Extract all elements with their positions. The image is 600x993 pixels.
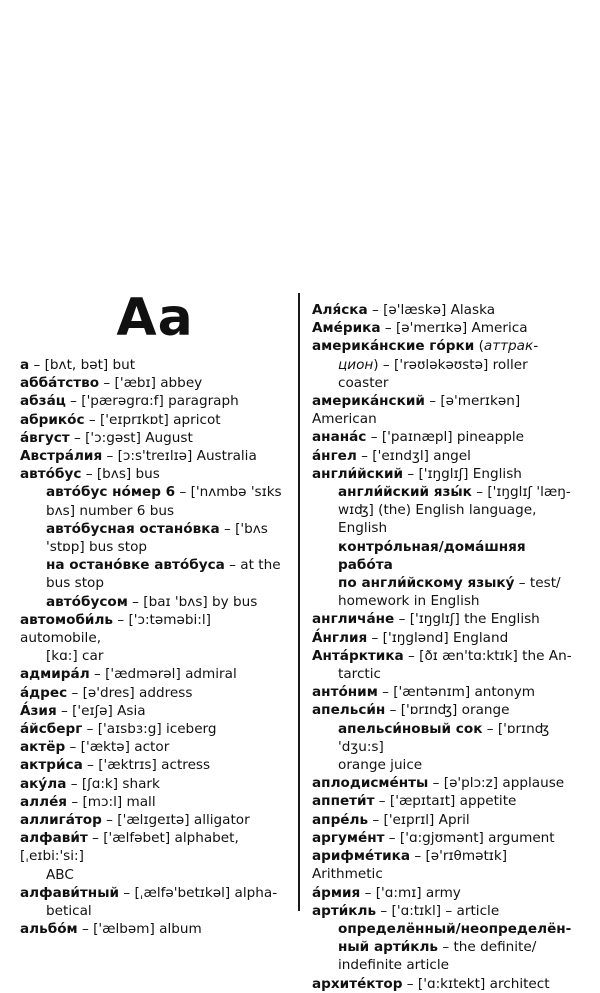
entry-gloss: – [ʃɑ:k] shark (66, 775, 160, 792)
entry-gloss: – ['ɪŋglɪʃ] English (403, 465, 522, 482)
headword: алле́я (20, 793, 68, 810)
headword: архите́ктор (312, 975, 403, 992)
entry-gloss: – ['eɪprɪkɒt] apricot (84, 411, 221, 428)
dictionary-entry (312, 792, 580, 810)
headword: актёр (20, 739, 66, 756)
headword: адмира́л (20, 666, 90, 683)
dictionary-entry (20, 920, 290, 938)
headword: англи́йский язы́к (338, 484, 472, 501)
dictionary-entry (20, 611, 290, 647)
entry-gloss: – [ə'dres] address (67, 684, 193, 701)
left-column (20, 356, 290, 939)
entry-gloss: – ['æpɪtaɪt] appetite (374, 793, 517, 810)
headword: анто́ним (312, 684, 378, 701)
headword: альбо́м (20, 921, 78, 938)
dictionary-entry (312, 938, 580, 956)
dictionary-entry (312, 392, 580, 428)
entry-gloss: – [ðɪ æn'tɑ:ktɪk] the An- (403, 647, 572, 664)
entry-gloss: – [ə'rɪθmətɪk] Arithmetic (312, 848, 508, 883)
dictionary-entry (20, 647, 290, 665)
entry-gloss: – ['ɑ:gjʊmənt] argument (384, 829, 555, 846)
entry-gloss: – at the (224, 557, 281, 574)
entry-gloss: – ['ædmərəl] admiral (89, 666, 237, 683)
right-column (312, 301, 580, 993)
headword: а́рмия (312, 884, 361, 901)
dictionary-entry (20, 411, 290, 429)
dictionary-entry (20, 502, 290, 520)
dictionary-entry (20, 884, 290, 902)
dictionary-entry (20, 392, 290, 410)
entry-gloss: betical (46, 903, 92, 920)
entry-gloss: – ['paɪnæpl] pineapple (366, 429, 524, 446)
entry-gloss: – test/ (514, 575, 561, 592)
entry-note: аттрак- (483, 338, 539, 355)
entry-gloss: – ['æntənɪm] antonym (377, 684, 535, 701)
entry-gloss: [kɑ:] car (46, 648, 104, 665)
dictionary-entry (20, 574, 290, 592)
dictionary-entry (312, 756, 580, 774)
entry-gloss: – ['æktə] actor (65, 739, 170, 756)
headword: аллига́тор (20, 812, 102, 829)
dictionary-entry (312, 884, 580, 902)
entry-gloss: ( (474, 338, 484, 355)
headword: аргуме́нт (312, 829, 385, 846)
entry-gloss: orange juice (338, 757, 423, 774)
headword: А́зия (20, 702, 57, 719)
headword: контро́льная/дома́шняя рабо́та (338, 538, 526, 573)
headword: актри́са (20, 757, 83, 774)
dictionary-entry (312, 683, 580, 701)
entry-gloss: – [ˌælfə'betɪkəl] alpha- (119, 884, 278, 901)
entry-gloss: homework in English (338, 593, 480, 610)
dictionary-entry (312, 538, 580, 574)
dictionary-entry (312, 319, 580, 337)
dictionary-entry (20, 520, 290, 538)
dictionary-entry (312, 902, 580, 920)
dictionary-entry (312, 337, 580, 355)
entry-gloss: ABC (46, 866, 74, 883)
entry-gloss: – ['ɪŋglɪʃ] the English (394, 611, 540, 628)
entry-gloss: – ['eɪprɪl] April (368, 811, 470, 828)
dictionary-entry (20, 593, 290, 611)
headword: аку́ла (20, 775, 67, 792)
letter-heading: Aa (116, 288, 194, 348)
dictionary-entry (20, 811, 290, 829)
entry-gloss: – ['ɑ:tɪkl] – article (376, 902, 500, 919)
headword: абрико́с (20, 411, 85, 428)
dictionary-entry (20, 356, 290, 374)
headword: аппети́т (312, 793, 375, 810)
headword: авто́бус (20, 466, 82, 483)
dictionary-entry (312, 592, 580, 610)
entry-gloss: – ['ɑ:kɪtekt] architect (402, 975, 550, 992)
headword: автомоби́ль (20, 611, 114, 628)
headword: апре́ль (312, 811, 369, 828)
entry-gloss: English (338, 520, 388, 537)
headword: апельси́новый сок (338, 720, 483, 737)
entry-gloss: – [bʌs] bus (81, 466, 160, 483)
headword: а (20, 357, 30, 373)
headword: америка́нский (312, 393, 425, 410)
headword: Аме́рика (312, 320, 381, 337)
dictionary-entry (312, 811, 580, 829)
entry-gloss: wɪʤ] (the) English language, (338, 502, 537, 519)
entry-gloss: – [baɪ 'bʌs] by bus (127, 593, 258, 610)
dictionary-entry (312, 610, 580, 628)
headword: на остано́вке авто́буса (46, 557, 225, 574)
dictionary-entry (20, 429, 290, 447)
dictionary-entry (312, 701, 580, 719)
dictionary-entry (312, 301, 580, 319)
entry-gloss: 'stɒp] bus stop (46, 539, 148, 556)
headword: Аля́ска (312, 302, 368, 318)
entry-note: цион (338, 356, 374, 373)
dictionary-entry (20, 465, 290, 483)
entry-gloss: – ['ɒrɪnʤ 'dʒu:s] (338, 720, 550, 755)
entry-gloss: – ['ælfəbet] alphabet, [ˌeɪbi:'si:] (20, 830, 239, 865)
headword: алфави́тный (20, 884, 120, 901)
headword: А́нглия (312, 629, 368, 646)
headword: а́вгуст (20, 429, 70, 446)
dictionary-entry (20, 720, 290, 738)
entry-gloss: – ['bʌs (219, 520, 268, 537)
entry-gloss: – the definite/ (438, 939, 537, 956)
entry-gloss: – ['pærəgrɑ:f] paragraph (65, 393, 239, 410)
entry-gloss: – [bʌt, bət] but (29, 357, 136, 373)
dictionary-entry (312, 483, 580, 501)
dictionary-entry (20, 866, 290, 884)
entry-gloss: – ['æbɪ] abbey (99, 375, 203, 392)
headword: арти́кль (312, 902, 377, 919)
headword: авто́бусная остано́вка (46, 520, 220, 537)
dictionary-entry (312, 665, 580, 683)
dictionary-entry (20, 374, 290, 392)
dictionary-entry (312, 501, 580, 519)
dictionary-entry (312, 519, 580, 537)
dictionary-entry (20, 684, 290, 702)
headword: по англи́йскому языку́ (338, 575, 515, 592)
headword: авто́бус но́мер 6 (46, 484, 176, 501)
column-divider (298, 293, 300, 911)
entry-gloss: – ['ælbəm] album (77, 921, 202, 938)
dictionary-entry (20, 702, 290, 720)
headword: Анта́рктика (312, 647, 404, 664)
dictionary-entry (312, 774, 580, 792)
headword: америка́нские го́рки (312, 338, 475, 355)
dictionary-entry (20, 538, 290, 556)
entry-gloss: ) – ['rəʊləkəʊstə] roller coaster (338, 356, 528, 391)
entry-gloss: – ['ɔ:gəst] August (69, 429, 193, 446)
dictionary-entry (20, 902, 290, 920)
dictionary-entry (312, 356, 580, 392)
entry-gloss: – ['eɪʃə] Asia (56, 702, 146, 719)
entry-gloss: – [ə'læskə] Alaska (367, 302, 496, 318)
headword: абба́тство (20, 375, 100, 392)
headword: а́нгел (312, 447, 357, 464)
entry-gloss: – ['ɔ:təməbi:l] automobile, (20, 611, 211, 647)
entry-gloss: – ['eɪndʒl] angel (356, 447, 471, 464)
headword: ный арти́кль (338, 939, 439, 956)
entry-gloss: – [ə'merɪkən] American (312, 393, 521, 428)
dictionary-entry (312, 647, 580, 665)
dictionary-entry (20, 756, 290, 774)
dictionary-entry (312, 847, 580, 883)
dictionary-entry (312, 465, 580, 483)
headword: алфави́т (20, 830, 88, 847)
entry-gloss: – ['ɒrɪnʤ] orange (385, 702, 510, 719)
entry-gloss: – [ə'plɔ:z] applause (428, 775, 565, 792)
dictionary-entry (312, 829, 580, 847)
headword: авто́бусом (46, 593, 128, 610)
entry-gloss: – ['ɪŋglɪʃ 'læŋ- (471, 484, 571, 501)
dictionary-entry (312, 428, 580, 446)
entry-gloss: – ['ɪŋglənd] England (367, 629, 509, 646)
entry-gloss: – ['ælɪgeɪtə] alligator (101, 812, 250, 829)
headword: англи́йский (312, 465, 404, 482)
headword: арифме́тика (312, 848, 411, 865)
dictionary-entry (20, 829, 290, 865)
dictionary-entry (20, 738, 290, 756)
dictionary-entry (312, 720, 580, 756)
headword: определённый/неопределён- (338, 920, 572, 937)
entry-gloss: – ['aɪsbɜ:g] iceberg (82, 721, 217, 738)
entry-gloss: tarctic (338, 666, 382, 683)
entry-gloss: – [ɔ:s'treɪlɪə] Australia (102, 448, 257, 465)
dictionary-entry (312, 975, 580, 993)
entry-gloss: – ['ɑ:mɪ] army (360, 884, 461, 901)
dictionary-entry (312, 956, 580, 974)
entry-gloss: indefinite article (338, 957, 449, 974)
dictionary-entry (20, 483, 290, 501)
dictionary-entry (20, 775, 290, 793)
headword: а́йсберг (20, 721, 83, 738)
dictionary-entry (20, 665, 290, 683)
headword: абза́ц (20, 393, 66, 410)
entry-gloss: – [mɔ:l] mall (67, 793, 156, 810)
entry-gloss: bus stop (46, 575, 105, 592)
dictionary-entry (312, 447, 580, 465)
headword: анана́с (312, 429, 367, 446)
headword: Австра́лия (20, 448, 103, 465)
headword: а́дрес (20, 684, 68, 701)
dictionary-entry (312, 629, 580, 647)
dictionary-entry (312, 920, 580, 938)
entry-gloss: – ['æktrɪs] actress (82, 757, 211, 774)
dictionary-entry (312, 574, 580, 592)
headword: апельси́н (312, 702, 386, 719)
headword: англича́не (312, 611, 395, 628)
headword: аплодисме́нты (312, 775, 429, 792)
entry-gloss: – ['nʌmbə 'sɪks (175, 484, 282, 501)
entry-gloss: bʌs] number 6 bus (46, 502, 175, 519)
dictionary-entry (20, 556, 290, 574)
entry-gloss: – [ə'merɪkə] America (380, 320, 528, 337)
dictionary-entry (20, 793, 290, 811)
dictionary-entry (20, 447, 290, 465)
